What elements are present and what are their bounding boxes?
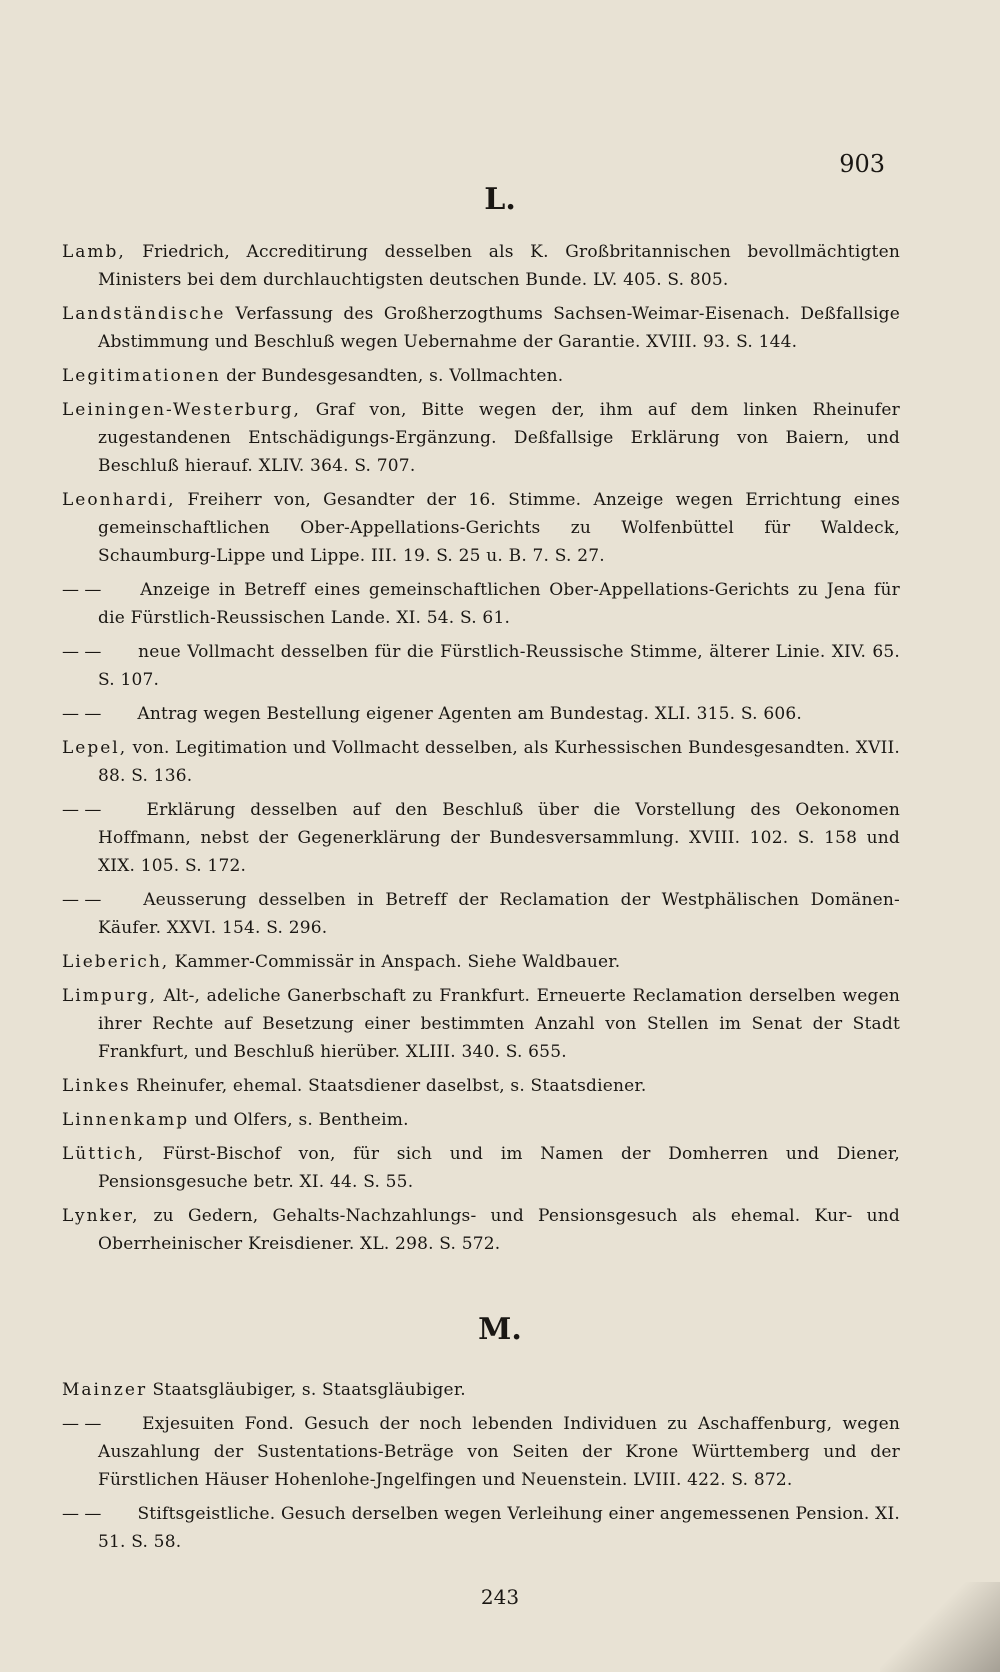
- index-entry: [62, 982, 900, 1066]
- index-entry: [62, 396, 900, 480]
- entry-text: Stiftsgeistliche. Gesuch derselben wegen Verleihung einer angemessenen Pension. XI. 51. S. 58.: [98, 1504, 900, 1552]
- continuation-dash: — —: [62, 642, 102, 662]
- entry-text: Rheinufer, ehemal. Staatsdiener daselbst, s. Staatsdiener.: [136, 1076, 647, 1096]
- index-entry: [62, 1140, 900, 1196]
- index-entry: [62, 948, 900, 976]
- entry-headword: Mainzer: [62, 1380, 148, 1400]
- entry-text: Fürst-Bischof von, für sich und im Namen der Domherren und Diener, Pensionsgesuche betr. XI. 44. S. 55.: [98, 1144, 900, 1192]
- entry-text: Exjesuiten Fond. Gesuch der noch lebenden Individuen zu Aschaffenburg, wegen Auszahlung der Sustentations-Beträge von Seiten der Krone Württemberg und der Fürstlichen Häuser Hohenlohe-Jngelfingen und Neuenstein. LVIII. 422. S. 872.: [98, 1414, 901, 1490]
- index-entry: [62, 486, 900, 570]
- section-letter-l: L.: [484, 182, 516, 217]
- continuation-dash: — —: [62, 704, 102, 724]
- continuation-dash: — —: [62, 1414, 102, 1434]
- entry-text: Anzeige in Betreff eines gemeinschaftlichen Ober-Appellations-Gerichts zu Jena für die Fürstlich-Reussischen Lande. XI. 54. S. 61.: [98, 580, 900, 628]
- entry-text: Antrag wegen Bestellung eigener Agenten am Bundestag. XLI. 315. S. 606.: [137, 704, 802, 724]
- index-entry: [62, 886, 900, 942]
- index-entry: [62, 1202, 900, 1258]
- index-entries-m: [62, 1376, 900, 1562]
- page-number: 903: [839, 150, 885, 178]
- entry-headword: Lepel,: [62, 738, 128, 758]
- entry-headword: Linkes: [62, 1076, 131, 1096]
- entry-headword: Lüttich,: [62, 1144, 146, 1164]
- entry-text: Staatsgläubiger, s. Staatsgläubiger.: [152, 1380, 466, 1400]
- entry-text: Graf von, Bitte wegen der, ihm auf dem linken Rheinufer zugestandenen Entschädigungs-Ergänzung. Deßfallsige Erklärung von Baiern, und Beschluß hierauf. XLIV. 364. S. 707.: [98, 400, 900, 476]
- index-entry: [62, 362, 900, 390]
- page-curl-shadow: [880, 1582, 1000, 1672]
- signature-number: 243: [480, 1585, 520, 1609]
- entry-text: Aeusserung desselben in Betreff der Reclamation der Westphälischen Domänen-Käufer. XXVI. 154. S. 296.: [98, 890, 901, 938]
- index-entry: [62, 734, 900, 790]
- index-entry: [62, 1072, 900, 1100]
- entry-text: von. Legitimation und Vollmacht desselben, als Kurhessischen Bundesgesandten. XVII. 88. S. 136.: [98, 738, 900, 786]
- index-entry: [62, 638, 900, 694]
- entry-text: Freiherr von, Gesandter der 16. Stimme. Anzeige wegen Errichtung eines gemeinschaftlichen Ober-Appellations-Gerichts zu Wolfenbüttel für Waldeck, Schaumburg-Lippe und Lippe. III. 19. S. 25 u. B. 7. S. 27.: [98, 490, 901, 566]
- entry-text: neue Vollmacht desselben für die Fürstlich-Reussische Stimme, älterer Linie. XIV. 65. S. 107.: [98, 642, 901, 690]
- entry-text: Kammer-Commissär in Anspach. Siehe Waldbauer.: [174, 952, 621, 972]
- continuation-dash: — —: [62, 890, 102, 910]
- index-entry: [62, 238, 900, 294]
- entry-headword: Lieberich,: [62, 952, 170, 972]
- entry-headword: Leiningen-Westerburg,: [62, 400, 301, 420]
- entry-headword: Leonhardi,: [62, 490, 176, 510]
- continuation-dash: — —: [62, 800, 102, 820]
- index-entry: [62, 1410, 900, 1494]
- entry-text: Friedrich, Accreditirung desselben als K. Großbritannischen bevollmächtigten Ministers bei dem durchlauchtigsten deutschen Bunde. LV. 405. S. 805.: [98, 242, 900, 290]
- index-entry: [62, 1106, 900, 1134]
- entry-text: Erklärung desselben auf den Beschluß über die Vorstellung des Oekonomen Hoffmann, nebst der Gegenerklärung der Bundesversammlung. XVIII. 102. S. 158 und XIX. 105. S. 172.: [98, 800, 900, 876]
- index-entry: [62, 700, 900, 728]
- entry-text: zu Gedern, Gehalts-Nachzahlungs- und Pensionsgesuch als ehemal. Kur- und Oberrheinischer Kreisdiener. XL. 298. S. 572.: [98, 1206, 900, 1254]
- entry-headword: Linnenkamp: [62, 1110, 190, 1130]
- entry-headword: Legitimationen: [62, 366, 221, 386]
- index-entry: [62, 1500, 900, 1556]
- entry-headword: Lamb,: [62, 242, 126, 262]
- entry-text: Alt-, adeliche Ganerbschaft zu Frankfurt. Erneuerte Reclamation derselben wegen ihrer Rechte auf Besetzung einer bestimmten Anzahl von Stellen im Senat der Stadt Frankfurt, und Beschluß hierüber. XLIII. 340. S. 655.: [98, 986, 900, 1062]
- entry-text: der Bundesgesandten, s. Vollmachten.: [226, 366, 564, 386]
- entry-text: Verfassung des Großherzogthums Sachsen-Weimar-Eisenach. Deßfallsige Abstimmung und Beschluß wegen Uebernahme der Garantie. XVIII. 93. S. 144.: [98, 304, 901, 352]
- continuation-dash: — —: [62, 1504, 102, 1524]
- index-entry: [62, 796, 900, 880]
- index-entry: [62, 576, 900, 632]
- section-letter-m: M.: [478, 1312, 522, 1347]
- index-entries-l: [62, 238, 900, 1264]
- index-entry: [62, 1376, 900, 1404]
- entry-headword: Landständische: [62, 304, 226, 324]
- continuation-dash: — —: [62, 580, 102, 600]
- entry-headword: Limpurg,: [62, 986, 158, 1006]
- index-entry: [62, 300, 900, 356]
- entry-text: und Olfers, s. Bentheim.: [194, 1110, 409, 1130]
- entry-headword: Lynker,: [62, 1206, 140, 1226]
